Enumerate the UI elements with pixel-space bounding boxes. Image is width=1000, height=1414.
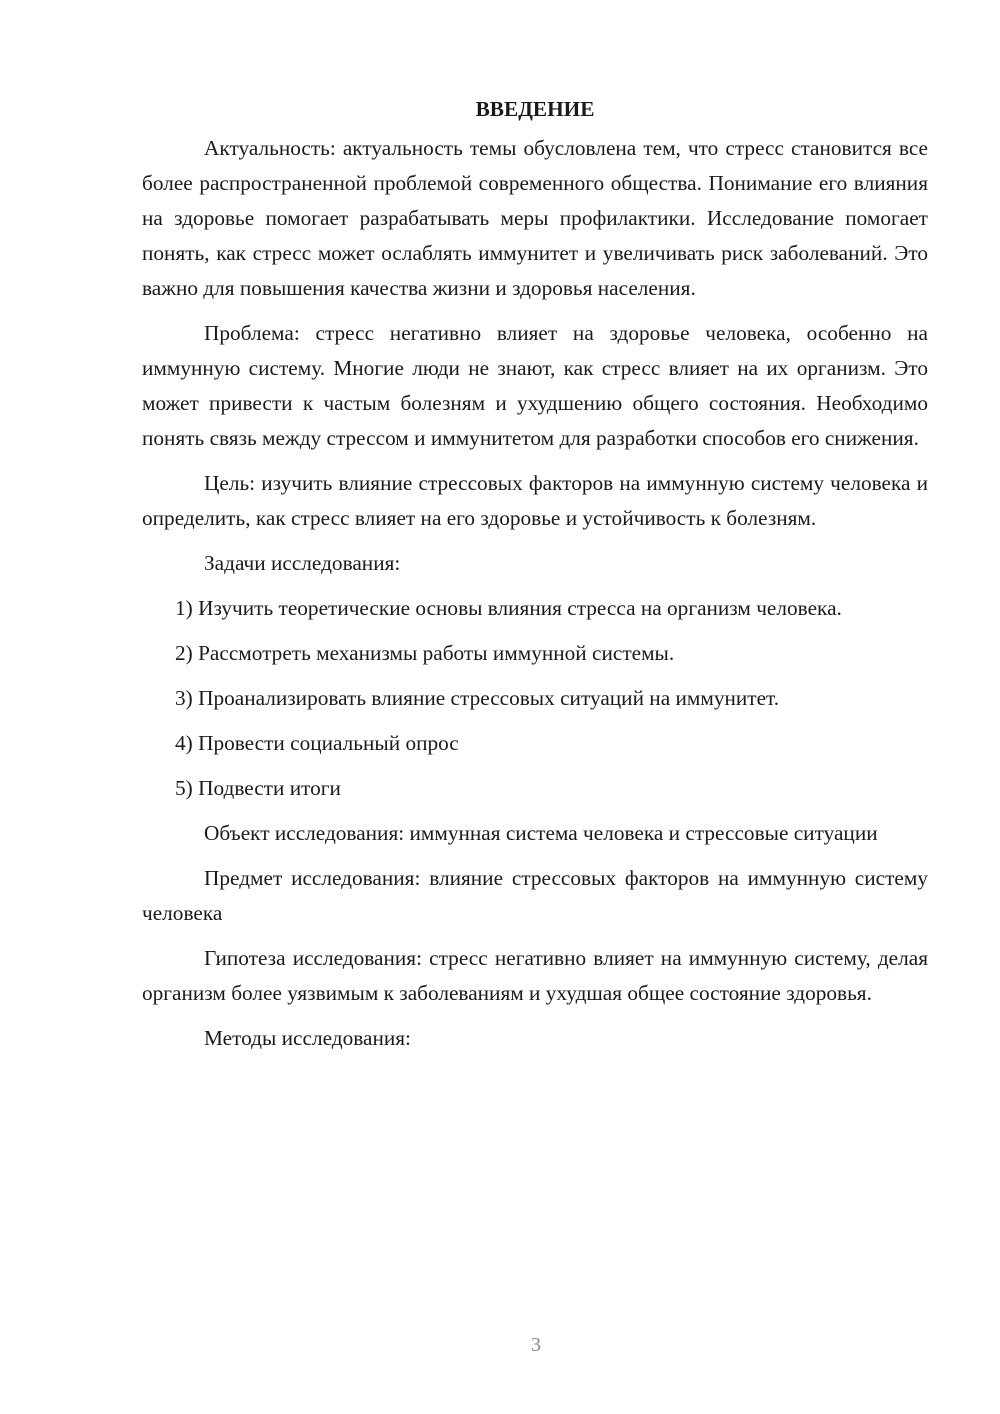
problem-paragraph: Проблема: стресс негативно влияет на здоровье человека, особенно на иммунную систему. Многие люди не знают, как стресс влияет на их организм. Это может привести к частым болезням и ухудшению общего состояния. Необходимо понять связь между стрессом и иммунитетом для разработки способов его снижения.	[142, 321, 928, 450]
task-item: 1) Изучить теоретические основы влияния стресса на организм человека.	[175, 596, 842, 620]
tasks-title: Задачи исследования:	[204, 551, 401, 575]
task-item: 4) Провести социальный опрос	[175, 731, 459, 755]
task-item: 5) Подвести итоги	[175, 776, 341, 800]
object-paragraph: Объект исследования: иммунная система человека и стрессовые ситуации	[204, 821, 878, 845]
document-page	[142, 92, 928, 1066]
task-item: 3) Проанализировать влияние стрессовых ситуаций на иммунитет.	[175, 686, 780, 710]
hypothesis-paragraph: Гипотеза исследования: стресс негативно влияет на иммунную систему, делая организм более уязвимым к заболеваниям и ухудшая общее состояние здоровья.	[142, 946, 928, 1005]
goal-paragraph: Цель: изучить влияние стрессовых факторов на иммунную систему человека и определить, как стресс влияет на его здоровье и устойчивость к болезням.	[142, 471, 928, 530]
methods-title: Методы исследования:	[204, 1026, 411, 1050]
subject-paragraph: Предмет исследования: влияние стрессовых факторов на иммунную систему человека	[142, 866, 928, 925]
task-item: 2) Рассмотреть механизмы работы иммунной системы.	[175, 641, 675, 665]
page-number: 3	[531, 1334, 541, 1356]
relevance-paragraph: Актуальность: актуальность темы обусловлена тем, что стресс становится все более распространенной проблемой современного общества. Понимание его влияния на здоровье помогает разрабатывать меры профилактики. Исследование помогает понять, как стресс может ослаблять иммунитет и увеличивать риск заболеваний. Это важно для повышения качества жизни и здоровья населения.	[142, 136, 928, 300]
section-heading: ВВЕДЕНИЕ	[475, 97, 595, 121]
